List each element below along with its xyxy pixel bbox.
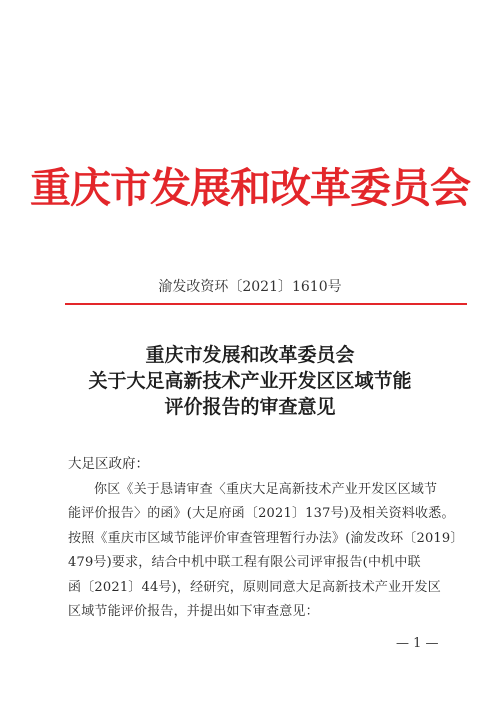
body-line: 能评价报告〉的函》(大足府函〔2021〕137号)及相关资料收悉。 (68, 506, 455, 522)
body-line: 按照《重庆市区域节能评价审查管理暂行办法》(渝发改环〔2019〕 (68, 530, 464, 546)
body-line: 你区《关于恳请审查〈重庆大足高新技术产业开发区区域节 (94, 482, 438, 497)
red-divider-line (65, 303, 467, 305)
body-line: 区域节能评价报告，并提出如下审查意见： (68, 604, 319, 620)
body-paragraph (68, 478, 464, 624)
title-line-1: 重庆市发展和改革委员会 (145, 344, 355, 366)
document-number: 渝发改资环〔2021〕1610号 (158, 279, 342, 295)
document-title (0, 342, 500, 420)
title-line-3: 评价报告的审查意见 (164, 396, 336, 418)
addressee: 大足区政府： (68, 456, 149, 472)
body-line: 479号)要求，结合中机中联工程有限公司评审报告(中机中联 (68, 555, 421, 571)
body-line: 函〔2021〕44号)，经研究，原则同意大足高新技术产业开发区 (68, 579, 441, 595)
org-header: 重庆市发展和改革委员会 (30, 164, 470, 212)
title-line-2: 关于大足高新技术产业开发区区域节能 (88, 370, 412, 392)
page-number: — 1 — (396, 636, 439, 651)
